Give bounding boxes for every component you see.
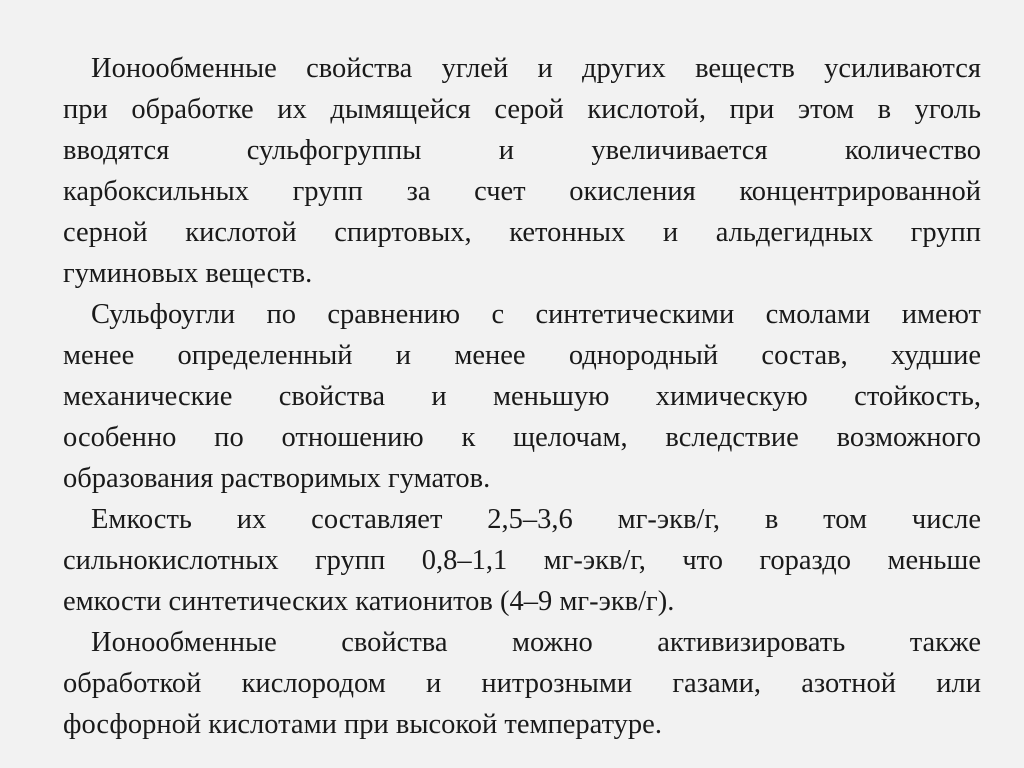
text-line: образования растворимых гуматов. — [63, 463, 491, 494]
text-line: обработкой кислородом и нитрозными газами, азотной или — [63, 668, 981, 699]
document-body — [35, 48, 981, 745]
text-line: вводятся сульфогруппы и увеличивается количество — [63, 135, 981, 166]
text-line: при обработке их дымящейся серой кислотой, при этом в уголь — [63, 94, 981, 125]
text-line: емкости синтетических катионитов (4–9 мг-экв/г). — [63, 586, 675, 617]
text-line: гуминовых веществ. — [63, 258, 313, 289]
text-line: менее определенный и менее однородный состав, худшие — [63, 340, 981, 371]
text-line: Ионообменные свойства можно активизировать также — [91, 627, 981, 658]
text-line: Сульфоугли по сравнению с синтетическими смолами имеют — [91, 299, 981, 330]
text-line: карбоксильных групп за счет окисления концентрированной — [63, 176, 981, 207]
text-line: Емкость их составляет 2,5–3,6 мг-экв/г, в том числе — [91, 504, 981, 535]
paragraph-activation — [35, 622, 981, 745]
text-line: механические свойства и меньшую химическую стойкость, — [63, 381, 981, 412]
text-line: фосфорной кислотами при высокой температуре. — [63, 709, 662, 740]
paragraph-capacity — [35, 499, 981, 622]
text-line: Ионообменные свойства углей и других веществ усиливаются — [91, 53, 981, 84]
text-line: сильнокислотных групп 0,8–1,1 мг-экв/г, что гораздо меньше — [63, 545, 981, 576]
text-line: особенно по отношению к щелочам, вследствие возможного — [63, 422, 981, 453]
paragraph-ion-exchange-properties — [35, 48, 981, 294]
paragraph-sulfocoal-comparison — [35, 294, 981, 499]
text-line: серной кислотой спиртовых, кетонных и альдегидных групп — [63, 217, 981, 248]
